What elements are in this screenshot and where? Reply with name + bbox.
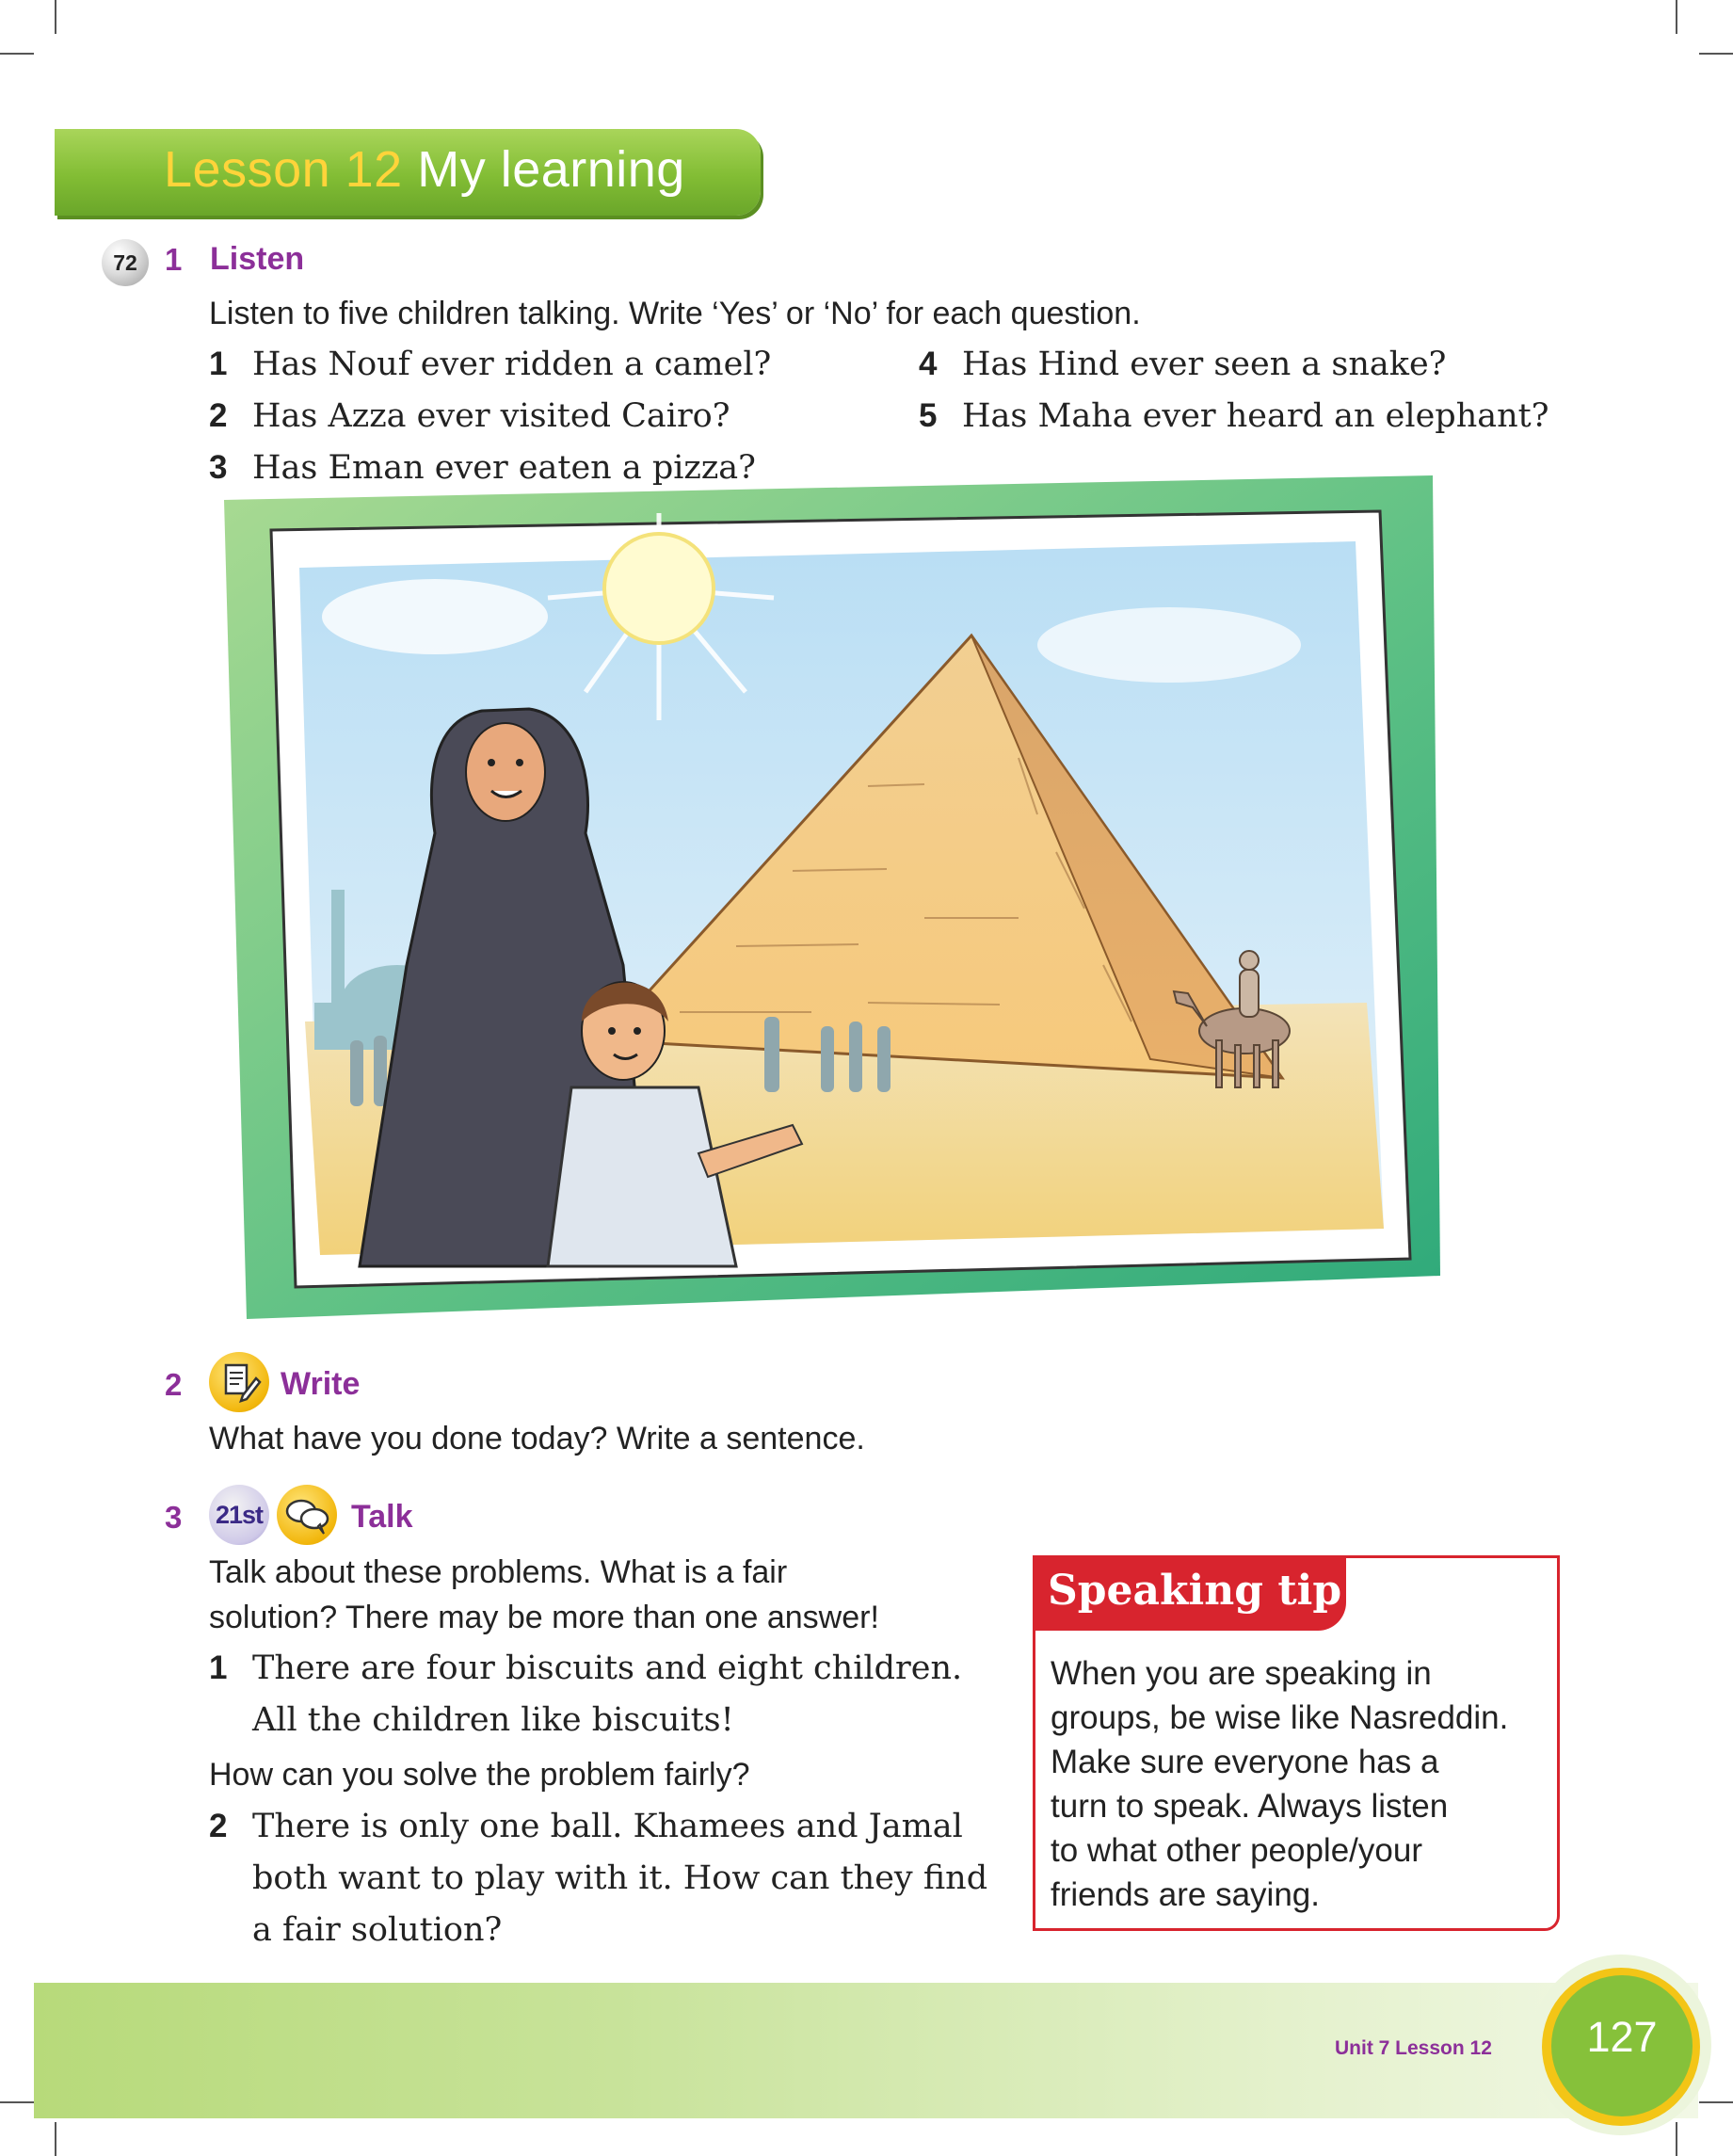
lesson-banner <box>55 129 761 216</box>
speaking-tip-line: to what other people/your <box>1051 1832 1422 1869</box>
audio-track-cd-icon[interactable]: 72 <box>102 239 149 286</box>
section-3-label: Talk <box>351 1499 413 1535</box>
speech-bubbles-icon <box>277 1485 337 1545</box>
section-2-number: 2 <box>165 1367 183 1402</box>
speaking-tip-header <box>1033 1555 1346 1631</box>
problem-2-line: 2 There is only one ball. Khamees and Jamal <box>209 1808 963 1845</box>
section-1-instruction: Listen to five children talking. Write ‘Yes’ or ‘No’ for each question. <box>209 296 1141 331</box>
section-2-instruction: What have you done today? Write a sentence. <box>209 1421 865 1456</box>
speaking-tip-line: Make sure everyone has a <box>1051 1744 1439 1780</box>
section-3-number: 3 <box>165 1500 183 1535</box>
section-3-bridge: How can you solve the problem fairly? <box>209 1757 750 1793</box>
write-icon <box>209 1352 269 1412</box>
crop-mark <box>1699 2101 1733 2103</box>
crop-mark <box>0 2101 34 2103</box>
speaking-tip-title: Speaking tip <box>1048 1567 1342 1615</box>
section-1-label: Listen <box>210 241 305 277</box>
crop-mark <box>1676 0 1677 34</box>
page-number: 127 <box>1586 2013 1658 2061</box>
section-3-intro-line: Talk about these problems. What is a fair <box>209 1554 788 1590</box>
question-item: 5 Has Maha ever heard an elephant? <box>919 397 1549 435</box>
crop-mark <box>1699 53 1733 55</box>
problem-1-line: All the children like biscuits! <box>252 1701 734 1739</box>
lesson-title <box>164 140 685 199</box>
unit-lesson-label: Unit 7 Lesson 12 <box>1335 2037 1492 2059</box>
scene <box>299 513 1384 1266</box>
lesson-number: Lesson 12 <box>164 141 403 198</box>
problem-1-line: 1 There are four biscuits and eight children. <box>209 1649 963 1687</box>
question-item: 4 Has Hind ever seen a snake? <box>919 346 1447 383</box>
crop-mark <box>0 53 34 55</box>
speaking-tip-line: turn to speak. Always listen <box>1051 1788 1449 1825</box>
section-1-number: 1 <box>165 242 183 277</box>
problem-2-line: a fair solution? <box>252 1911 503 1949</box>
speaking-tip-line: When you are speaking in <box>1051 1655 1432 1692</box>
pyramid-illustration <box>209 475 1440 1319</box>
21st-century-skills-icon: 21st <box>209 1485 269 1545</box>
speaking-tip-box <box>1033 1555 1560 1931</box>
crop-mark <box>55 0 56 34</box>
question-item: 3 Has Eman ever eaten a pizza? <box>209 449 756 487</box>
speaking-tip-line: groups, be wise like Nasreddin. <box>1051 1699 1509 1736</box>
problem-2-line: both want to play with it. How can they find <box>252 1859 988 1897</box>
crop-mark <box>1676 2122 1677 2156</box>
question-item: 1 Has Nouf ever ridden a camel? <box>209 346 772 383</box>
crop-mark <box>55 2122 56 2156</box>
sun-disc <box>604 534 714 643</box>
lesson-name: My learning <box>417 141 685 198</box>
speaking-tip-line: friends are saying. <box>1051 1876 1320 1913</box>
question-item: 2 Has Azza ever visited Cairo? <box>209 397 730 435</box>
section-2-label: Write <box>281 1366 361 1402</box>
section-3-intro-line: solution? There may be more than one answer! <box>209 1600 879 1635</box>
